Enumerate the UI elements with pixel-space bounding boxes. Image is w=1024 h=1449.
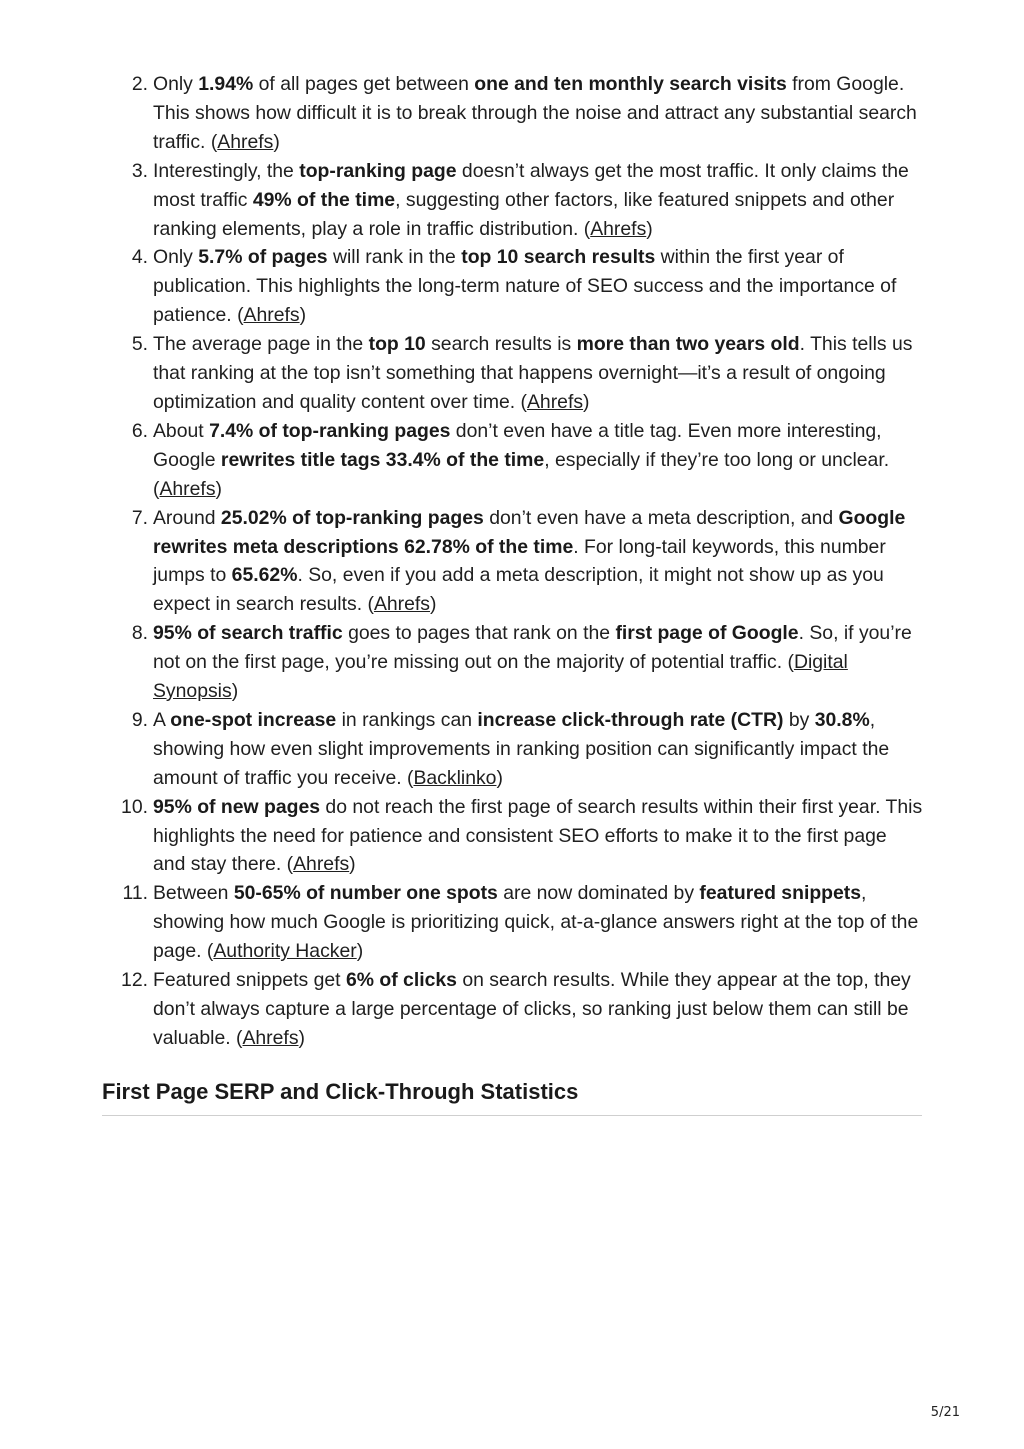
text-run: are now dominated by bbox=[497, 882, 700, 905]
bold-statistic: 5.7% of pages bbox=[198, 246, 328, 269]
statistics-list bbox=[102, 70, 922, 1053]
bold-statistic: one and ten monthly search visits bbox=[474, 73, 787, 95]
text-run: ) bbox=[231, 680, 239, 703]
text-run: . For long-tail keywords, this number jumps to bbox=[153, 535, 886, 587]
bold-statistic: one-spot increase bbox=[170, 708, 337, 731]
text-run: , showing how much Google is prioritizing quick, at-a-glance answers right at the top of the page. ( bbox=[153, 882, 919, 963]
bold-statistic: 50-65% of number one spots bbox=[233, 882, 498, 905]
bold-statistic: 25.02% of top-ranking pages bbox=[220, 506, 484, 529]
bold-statistic: top 10 bbox=[368, 333, 426, 356]
text-run: About bbox=[153, 419, 210, 442]
list-item-text bbox=[153, 879, 923, 966]
text-run: , especially if they’re too long or unclear. ( bbox=[153, 448, 890, 500]
list-item-number: 2. bbox=[131, 73, 148, 95]
list-item-text bbox=[153, 793, 923, 880]
list-item-text bbox=[153, 504, 923, 620]
list-item-text bbox=[153, 157, 923, 244]
text-run: don’t even have a meta description, and bbox=[483, 506, 839, 529]
text-run: ) bbox=[429, 593, 437, 616]
bold-statistic: 95% of new pages bbox=[153, 795, 321, 818]
list-item bbox=[102, 793, 922, 880]
list-item-number: 10. bbox=[121, 795, 148, 818]
source-link[interactable]: Ahrefs bbox=[243, 304, 300, 327]
source-link[interactable]: Backlinko bbox=[413, 766, 497, 789]
list-item-text bbox=[153, 330, 923, 417]
text-run: Only bbox=[153, 73, 199, 95]
bold-statistic: rewrites title tags 33.4% of the time bbox=[220, 448, 545, 471]
text-run: ) bbox=[583, 390, 590, 413]
text-run: ) bbox=[356, 940, 364, 963]
text-run: by bbox=[783, 708, 815, 731]
text-run: ) bbox=[496, 766, 503, 789]
bold-statistic: more than two years old bbox=[576, 333, 800, 356]
text-run: search results is bbox=[425, 333, 577, 356]
text-run: A bbox=[153, 708, 171, 731]
list-item bbox=[102, 879, 922, 966]
text-run: within the first year of publication. This highlights the long-term nature of SEO success and the importance of patience. ( bbox=[153, 246, 897, 327]
section-heading: First Page SERP and Click-Through Statistics bbox=[102, 1077, 922, 1116]
bold-statistic: 65.62% bbox=[231, 564, 298, 587]
text-run: Between bbox=[153, 882, 234, 905]
bold-statistic: top-ranking page bbox=[299, 159, 457, 182]
bold-statistic: 6% of clicks bbox=[345, 969, 457, 992]
list-item-text bbox=[153, 243, 923, 330]
list-item bbox=[102, 243, 922, 330]
source-link[interactable]: Ahrefs bbox=[293, 853, 350, 876]
list-item-number: 6. bbox=[131, 419, 148, 442]
list-item-text bbox=[153, 966, 923, 1053]
list-item bbox=[102, 330, 922, 417]
bold-statistic: featured snippets bbox=[699, 882, 862, 905]
text-run: in rankings can bbox=[336, 708, 478, 731]
source-link[interactable]: Ahrefs bbox=[242, 1026, 299, 1049]
list-item-number: 7. bbox=[131, 506, 148, 529]
text-run: . So, if you’re not on the first page, you’re missing out on the majority of potential traffic. ( bbox=[153, 622, 912, 674]
text-run: from Google. This shows how difficult it is to break through the noise and attract any substantial search traffic. ( bbox=[153, 73, 917, 153]
text-run: doesn’t always get the most traffic. It only claims the most traffic bbox=[153, 159, 909, 211]
bold-statistic: 95% of search traffic bbox=[153, 622, 343, 645]
text-run: of all pages get between bbox=[253, 73, 475, 95]
list-item bbox=[102, 70, 922, 157]
text-run: ) bbox=[298, 1026, 305, 1049]
bold-statistic: 49% of the time bbox=[252, 188, 396, 211]
text-run: . So, even if you add a meta description, it might not show up as you expect in search results. ( bbox=[153, 564, 884, 616]
bold-statistic: Google rewrites meta descriptions 62.78% of the time bbox=[153, 506, 906, 558]
bold-statistic: 30.8% bbox=[814, 708, 870, 731]
text-run: Featured snippets get bbox=[153, 969, 346, 992]
source-link[interactable]: Authority Hacker bbox=[213, 940, 357, 963]
list-item-text bbox=[153, 619, 923, 706]
text-run: , suggesting other factors, like featured snippets and other ranking elements, play a role in traffic distribution. ( bbox=[153, 188, 895, 240]
list-item-number: 9. bbox=[131, 708, 148, 731]
text-run: Around bbox=[153, 506, 221, 529]
article-content bbox=[102, 70, 922, 1116]
text-run: on search results. While they appear at the top, they don’t always capture a large percentage of clicks, so ranking just below them can still be valuable. ( bbox=[153, 969, 911, 1049]
list-item bbox=[102, 619, 922, 706]
list-item bbox=[102, 504, 922, 620]
list-item-text bbox=[153, 70, 923, 157]
text-run: ) bbox=[273, 130, 280, 153]
text-run: do not reach the first page of search results within their first year. This highlights the need for patience and consistent SEO efforts to make it to the first page and stay there. ( bbox=[153, 795, 923, 876]
list-item bbox=[102, 417, 922, 504]
source-link[interactable]: Ahrefs bbox=[159, 477, 216, 500]
text-run: Only bbox=[153, 246, 199, 269]
text-run: ) bbox=[299, 304, 307, 327]
list-item-number: 3. bbox=[131, 159, 148, 182]
list-item-number: 8. bbox=[131, 622, 148, 645]
text-run: goes to pages that rank on the bbox=[342, 622, 616, 645]
source-link[interactable]: Ahrefs bbox=[527, 390, 584, 413]
list-item bbox=[102, 966, 922, 1053]
text-run: , showing how even slight improvements in ranking position can significantly impact the amount of traffic you receive. ( bbox=[153, 708, 890, 789]
source-link[interactable]: Ahrefs bbox=[217, 130, 274, 153]
source-link[interactable]: Ahrefs bbox=[590, 217, 647, 240]
bold-statistic: 1.94% bbox=[198, 73, 254, 95]
bold-statistic: 7.4% of top-ranking pages bbox=[209, 419, 451, 442]
list-item-text bbox=[153, 706, 923, 793]
list-item-number: 5. bbox=[131, 333, 148, 356]
list-item-number: 12. bbox=[121, 969, 148, 992]
list-item bbox=[102, 157, 922, 244]
bold-statistic: top 10 search results bbox=[461, 246, 656, 269]
text-run: . This tells us that ranking at the top isn’t something that happens overnight—it’s a result of ongoing optimization and quality content over time. ( bbox=[153, 333, 913, 413]
text-run: ) bbox=[646, 217, 653, 240]
list-item-text bbox=[153, 417, 923, 504]
text-run: ) bbox=[349, 853, 356, 876]
bold-statistic: first page of Google bbox=[615, 622, 799, 645]
list-item-number: 4. bbox=[131, 246, 148, 269]
list-item bbox=[102, 706, 922, 793]
text-run: Interestingly, the bbox=[153, 159, 300, 182]
text-run: The average page in the bbox=[153, 333, 369, 356]
text-run: ) bbox=[215, 477, 222, 500]
page-number: 5/21 bbox=[930, 1405, 960, 1420]
text-run: don’t even have a title tag. Even more interesting, Google bbox=[153, 419, 882, 471]
list-item-number: 11. bbox=[122, 882, 148, 905]
text-run: will rank in the bbox=[327, 246, 462, 269]
source-link[interactable]: Ahrefs bbox=[373, 593, 430, 616]
source-link[interactable]: Digital Synopsis bbox=[153, 651, 848, 703]
bold-statistic: increase click-through rate (CTR) bbox=[477, 708, 784, 731]
